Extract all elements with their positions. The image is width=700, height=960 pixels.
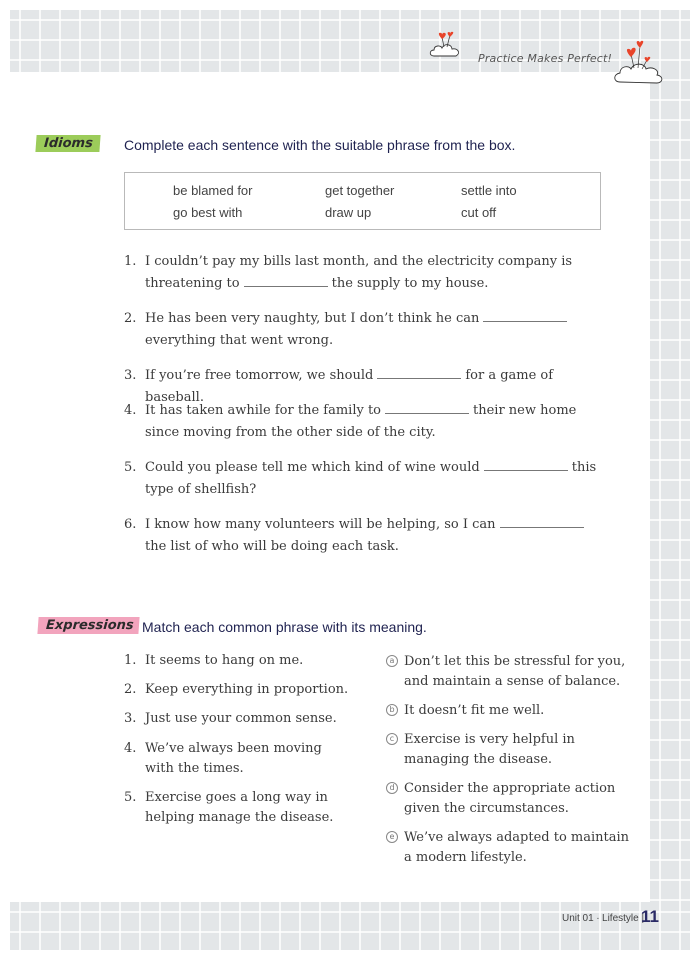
right-margin-band <box>650 10 690 902</box>
question-text-before: If you’re free tomorrow, we should <box>145 368 374 383</box>
unit-label: Unit 01 ∙ Lifestyle | <box>562 913 645 924</box>
meaning-letter-badge: e <box>386 831 398 843</box>
expression-text: Keep everything in proportion. <box>145 682 349 697</box>
expression-text: We’ve always been moving with the times. <box>145 741 322 776</box>
idioms-section-label: Idioms <box>35 135 100 152</box>
phrase-option: be blamed for <box>173 183 253 198</box>
question-text-before: I couldn’t pay my bills last month, and the electricity company is threatening to <box>145 254 573 291</box>
phrase-box <box>124 172 601 230</box>
expression-number: 3. <box>124 711 137 726</box>
question-text-after: their new home since moving from the other side of the city. <box>145 403 577 440</box>
expression-text: It seems to hang on me. <box>145 653 304 668</box>
answer-blank[interactable] <box>483 308 567 322</box>
meaning-letter-badge: b <box>386 704 398 716</box>
question-text-after: the supply to my house. <box>331 276 489 291</box>
question-text-after: the list of who will be doing each task. <box>145 539 399 554</box>
expression-number: 5. <box>124 790 137 805</box>
question-text-before: Could you please tell me which kind of wine would <box>145 460 480 475</box>
answer-blank[interactable] <box>500 514 584 528</box>
question-number: 5. <box>124 460 137 475</box>
meaning-text: It doesn’t fit me well. <box>404 703 545 718</box>
answer-blank[interactable] <box>385 400 469 414</box>
meaning-letter-badge: a <box>386 655 398 667</box>
meaning-letter-badge: c <box>386 733 398 745</box>
practice-tagline: Practice Makes Perfect! <box>478 52 613 65</box>
idioms-instruction: Complete each sentence with the suitable phrase from the box. <box>124 137 516 153</box>
question-text-after: everything that went wrong. <box>145 333 334 348</box>
meaning-text: Consider the appropriate action given the circumstances. <box>404 781 616 816</box>
meaning-text: We’ve always adapted to maintain a modern lifestyle. <box>404 830 630 865</box>
phrase-option: settle into <box>461 183 517 198</box>
answer-blank[interactable] <box>377 365 461 379</box>
phrase-option: go best with <box>173 205 243 220</box>
expression-number: 2. <box>124 682 137 697</box>
question-number: 6. <box>124 517 137 532</box>
phrase-option: get together <box>325 183 395 198</box>
question-text-after: for a game of baseball. <box>145 368 554 405</box>
meaning-letter-badge: d <box>386 782 398 794</box>
expression-text: Just use your common sense. <box>145 711 337 726</box>
question-text-before: I know how many volunteers will be helping, so I can <box>145 517 496 532</box>
answer-blank[interactable] <box>484 457 568 471</box>
meaning-text: Don’t let this be stressful for you, and maintain a sense of balance. <box>404 654 626 689</box>
page-number: 11 <box>641 907 659 926</box>
question-text-before: He has been very naughty, but I don’t think he can <box>145 311 480 326</box>
phrase-option: cut off <box>461 205 497 220</box>
expression-number: 4. <box>124 741 137 756</box>
answer-blank[interactable] <box>244 273 328 287</box>
question-number: 3. <box>124 368 137 383</box>
expression-text: Exercise goes a long way in helping manage the disease. <box>145 790 334 825</box>
question-text-after: this type of shellfish? <box>145 460 597 497</box>
expression-number: 1. <box>124 653 137 668</box>
meaning-text: Exercise is very helpful in managing the disease. <box>404 732 575 767</box>
question-number: 4. <box>124 403 137 418</box>
expressions-section-label: Expressions <box>37 617 139 634</box>
cloud-hearts-icon <box>428 30 464 60</box>
expressions-instruction: Match each common phrase with its meaning. <box>142 619 427 635</box>
phrase-option: draw up <box>325 205 372 220</box>
question-number: 2. <box>124 311 137 326</box>
question-text-before: It has taken awhile for the family to <box>145 403 381 418</box>
footer-band <box>10 902 690 950</box>
cloud-hearts-large-icon <box>612 38 666 86</box>
question-number: 1. <box>124 254 137 269</box>
